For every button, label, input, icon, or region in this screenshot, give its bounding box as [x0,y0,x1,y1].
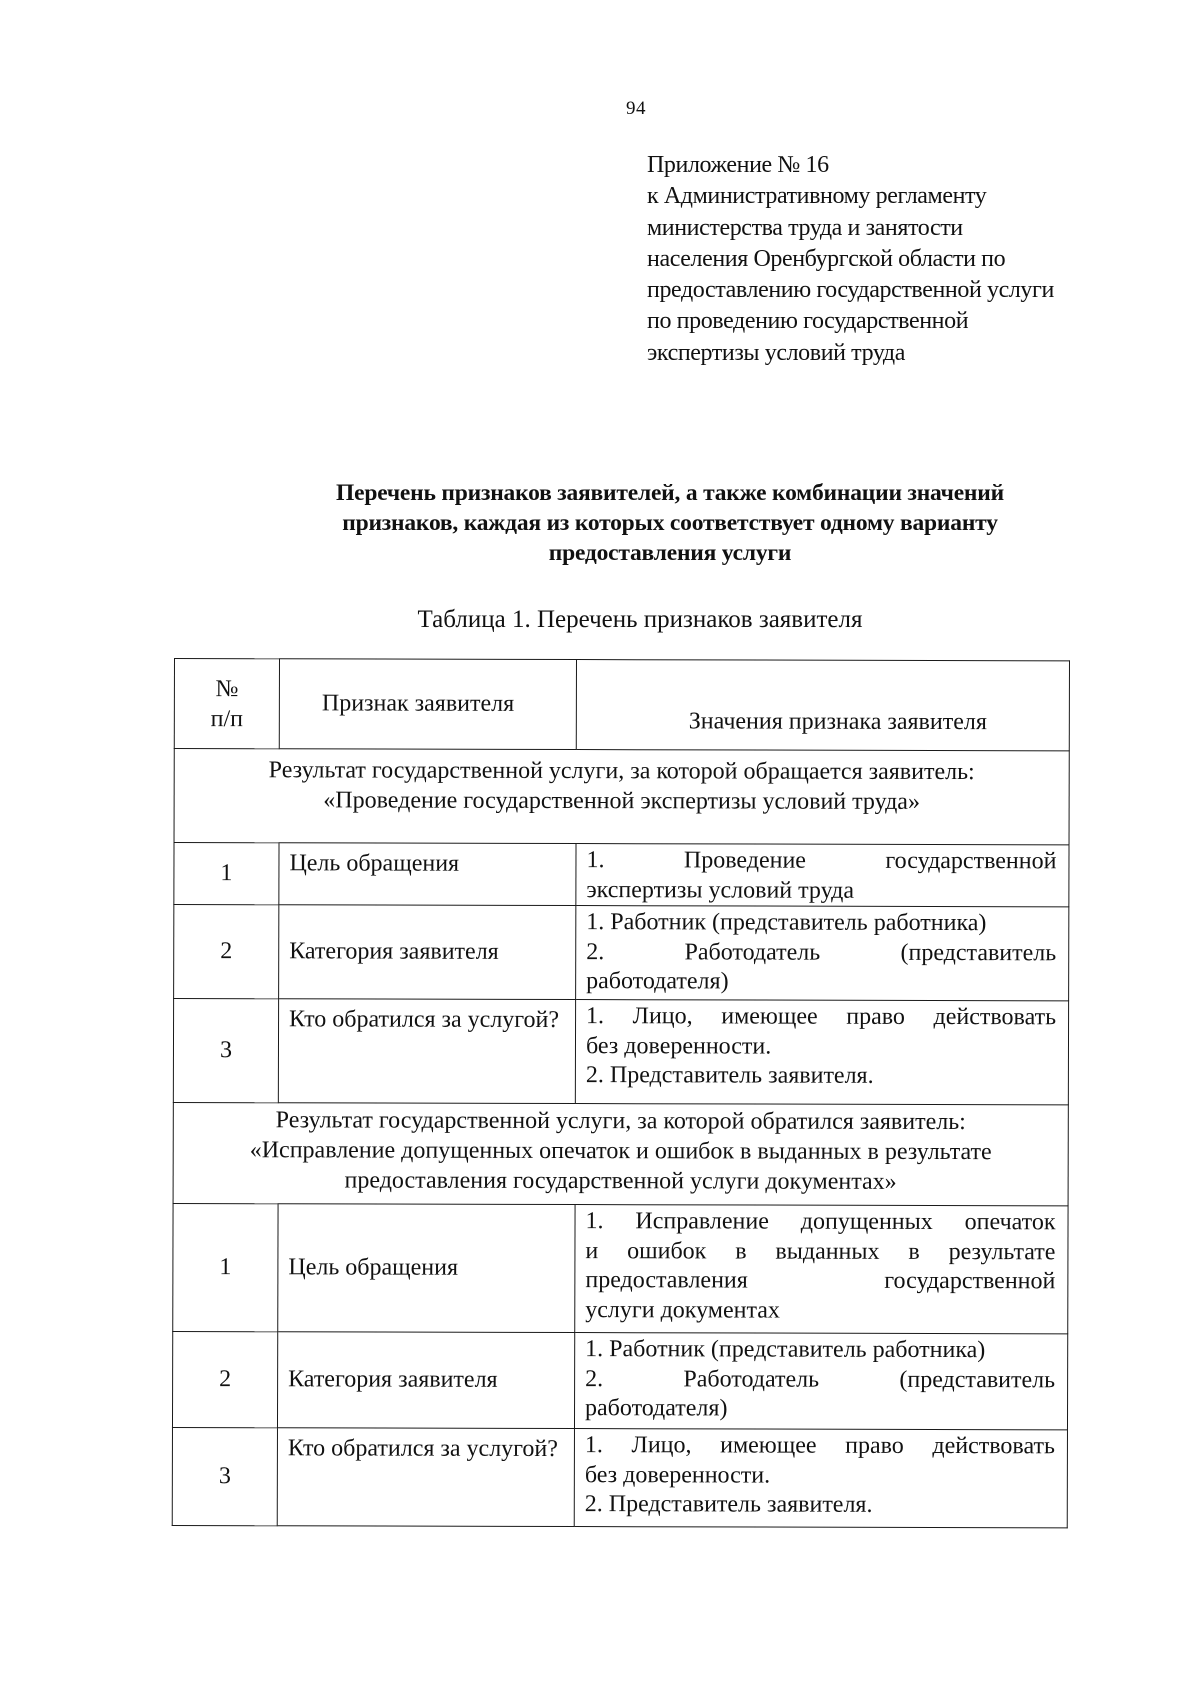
row-values [575,1205,1068,1334]
row-feature: Цель обращения [278,1204,575,1333]
header-number-line: п/п [210,705,244,732]
value-line: экспертизы условий труда [586,876,855,904]
value-line: 2. Представитель заявителя. [584,1491,873,1518]
value-line: 1. Работник (представитель работника) [585,1336,986,1364]
header-number-line: № [215,675,239,702]
table-row [172,1427,1067,1527]
row-feature: Цель обращения [279,843,576,906]
row-number: 3 [172,1427,277,1525]
section-row [173,1102,1068,1205]
heading-line: предоставления услуги [548,540,792,566]
page-number: 94 [626,98,646,119]
value-line: 1. Лицо, имеющее право действовать [586,1003,1057,1031]
appendix-line: предоставлению государственной услуги [647,277,1054,304]
table-row [174,905,1069,1001]
value-line: 2. Представитель заявителя. [585,1062,874,1089]
header-number [174,659,279,749]
row-values [576,906,1069,1001]
value-line: 1. Лицо, имеющее право действовать [584,1432,1055,1460]
value-line: предоставления государственной [585,1267,1056,1295]
table-header-row [174,659,1069,751]
section-title-line: предоставления государственной услуги документах» [344,1167,897,1195]
value-line: без доверенности. [585,1032,772,1060]
value-line: работодателя) [586,968,729,995]
row-feature: Кто обратился за услугой? [277,1428,574,1527]
appendix-line: населения Оренбургской области по [647,245,1006,272]
row-number: 3 [173,999,278,1103]
heading-line: Перечень признаков заявителей, а также комбинации значений [336,480,1004,506]
value-line: без доверенности. [584,1461,771,1489]
header-values: Значения признака заявителя [576,660,1069,751]
value-line: 1. Проведение государственной [586,847,1057,875]
appendix-line: к Административному регламенту [647,183,987,210]
table-row [174,843,1069,907]
value-line: 2. Работодатель (представитель [585,1365,1056,1393]
row-feature: Категория заявителя [277,1332,574,1429]
value-line: работодателя) [585,1395,728,1422]
appendix-note [647,150,1117,369]
section-title-line: Результат государственной услуги, за которой обратился заявитель: [275,1107,966,1136]
row-feature: Кто обратился за услугой? [278,999,575,1104]
section-title-line: Результат государственной услуги, за которой обращается заявитель: [268,757,975,786]
row-feature: Категория заявителя [279,905,576,1000]
appendix-line: по проведению государственной [647,308,969,335]
row-values [574,1429,1067,1528]
table-row [173,999,1068,1105]
applicant-features-table [172,658,1070,1528]
table-row [172,1331,1067,1429]
section-title-line: «Исправление допущенных опечаток и ошибок в выданных в результате [249,1137,992,1166]
row-values [576,844,1069,907]
section-row [174,749,1069,845]
row-number: 2 [174,905,279,999]
table-caption: Таблица 1. Перечень признаков заявителя [417,606,863,633]
row-values [575,1000,1068,1105]
appendix-line: Приложение № 16 [647,152,829,178]
value-line: 1. Работник (представитель работника) [586,909,987,937]
value-line: и ошибок в выданных в результате [585,1237,1056,1265]
heading-line: признаков, каждая из которых соответствует одному варианту [342,510,998,536]
row-number: 1 [173,1203,278,1331]
table-row [173,1203,1068,1333]
row-values [574,1333,1067,1430]
header-feature: Признак заявителя [279,659,576,750]
appendix-line: министерства труда и занятости [647,214,963,241]
row-number: 1 [174,843,279,905]
section-title [173,1102,1068,1205]
value-line: услуги документах [585,1296,780,1324]
appendix-line: экспертизы условий труда [647,339,905,366]
section-title [174,749,1069,845]
section-title-line: «Проведение государственной экспертизы условий труда» [323,787,921,815]
row-number: 2 [172,1331,277,1427]
document-heading [200,478,1140,568]
value-line: 1. Исправление допущенных опечаток [585,1208,1056,1236]
value-line: 2. Работодатель (представитель [586,938,1057,966]
